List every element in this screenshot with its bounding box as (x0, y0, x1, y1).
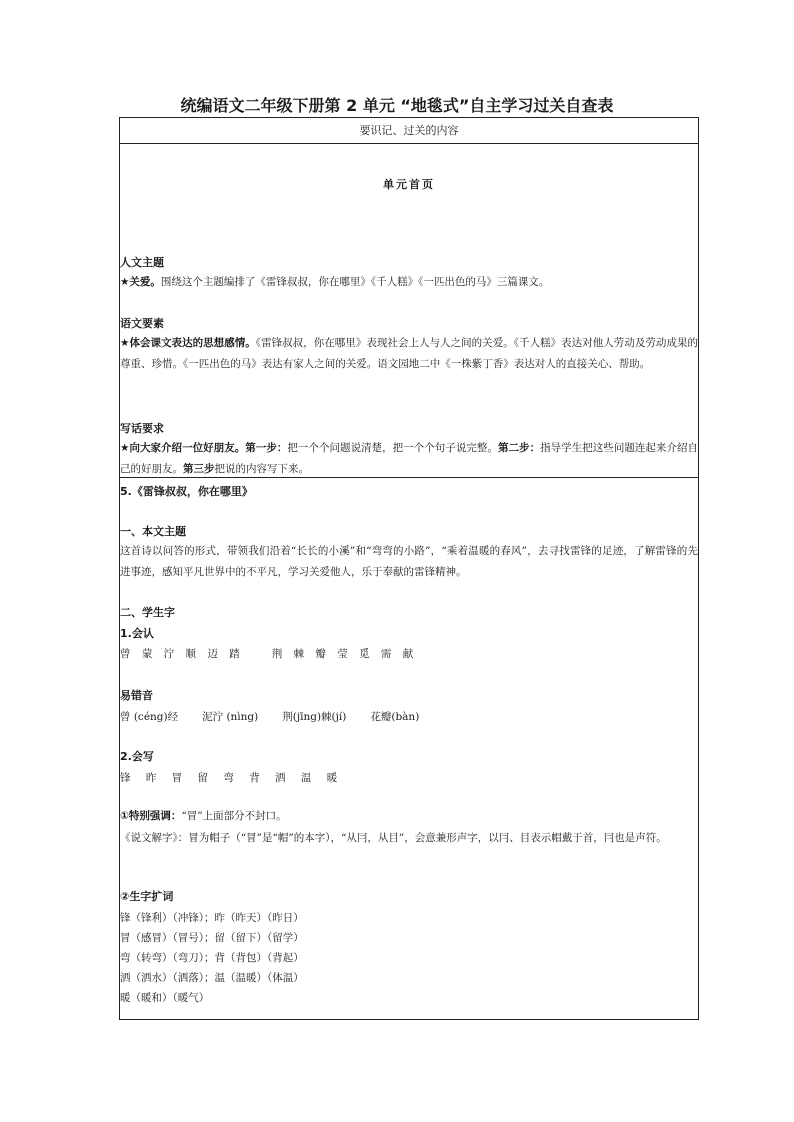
mispronounced-list (120, 707, 698, 727)
new-characters-label: 二、学生字 (120, 606, 175, 619)
mispron-item: 曾 (céng)经 (120, 711, 179, 723)
word-line: 锋（锋利）（冲锋）；昨（昨天）（昨日） (120, 912, 304, 924)
unit-section-title: 单元首页 (383, 178, 435, 191)
special-note-label: ①特别强调： (120, 810, 182, 822)
document-title: 统编语文二年级下册第 2 单元 “地毯式”自主学习过关自查表 (180, 96, 614, 115)
write-characters: 锋 昨 冒 留 弯 背 洒 温 暖 (120, 772, 344, 784)
word-expansion-label: ②生字扩词 (120, 890, 174, 903)
elements-keyword: ★体会课文表达的思想感情。 (120, 337, 256, 349)
word-expansion-list (120, 908, 698, 1008)
recognize-label: 1.会认 (120, 627, 154, 640)
shuowen-note: 《说文解字》：冒为帽子（“冒”是“帽”的本字），“从冃，从目”，会意兼形声字，以冃、目表示帽戴于首，冃也是声符。 (120, 832, 667, 844)
step-two-text: 指导学生把这些问题连起来介绍自己的好朋友。 (120, 442, 699, 475)
writing-requirement-text (120, 438, 698, 480)
word-line: 暖（暖和）（暖气） (120, 992, 210, 1004)
mispron-item: 泥泞 (nìng) (202, 711, 259, 723)
mispron-item: 花瓣(bàn) (370, 711, 420, 723)
step-three-label: 第三步 (183, 463, 215, 475)
elements-description: 《雷锋叔叔，你在哪里》表现社会上人与人之间的关爱。《千人糕》表达对他人劳动及劳动成果的尊重、珍惜。《一匹出色的马》表达有家人之间的关爱。语文园地二中《一株紫丁香》表达对人的直接关心、帮助。 (120, 337, 699, 370)
special-note (120, 806, 698, 827)
recognize-characters (120, 644, 698, 664)
writing-requirement-label: 写话要求 (120, 422, 164, 435)
humanistic-theme-text (120, 272, 698, 293)
recognize-group-a: 曾 蒙 泞 顺 迈 踏 (120, 648, 244, 660)
language-elements-text (120, 333, 698, 375)
self-check-table (119, 117, 699, 1020)
language-elements-label: 语文要素 (120, 317, 164, 330)
word-line: 弯（转弯）（弯刀）；背（背包）（背起） (120, 952, 304, 964)
lesson-title: 5.《雷锋叔叔，你在哪里》 (120, 485, 253, 498)
lesson-theme-text: 这首诗以问答的形式，带领我们沿着“长长的小溪”和“弯弯的小路”，“乘着温暖的春风”，去寻找雷锋的足迹，了解雷锋的先进事迹，感知平凡世界中的不平凡，学习关爱他人，乐于奉献的雷锋精神。 (120, 545, 698, 578)
humanistic-theme-label: 人文主题 (120, 256, 164, 269)
word-line: 冒（感冒）（冒号）；留（留下）（留学） (120, 932, 304, 944)
lesson-5-section (120, 478, 698, 1019)
word-line: 洒（洒水）（洒落）；温（温暖）（体温） (120, 972, 304, 984)
lesson-theme-label: 一、本文主题 (120, 525, 186, 538)
step-two-label: 第二步： (497, 442, 541, 454)
theme-description: 围绕这个主题编排了《雷锋叔叔，你在哪里》《千人糕》《一匹出色的马》三篇课文。 (160, 276, 550, 288)
mispronounced-label: 易错音 (120, 689, 153, 702)
mispron-item: 荆(jīng)棘(jí) (282, 711, 347, 723)
step-three-text: 把说的内容写下来。 (214, 463, 309, 475)
theme-keyword: ★关爱。 (120, 276, 161, 288)
step-one-text: 把一个个问题说清楚，把一个个句子说完整。 (287, 442, 498, 454)
write-label: 2.会写 (120, 750, 154, 763)
recognize-group-b: 荆 棘 瓣 莹 觅 需 献 (271, 648, 418, 660)
table-header: 要识记、过关的内容 (120, 118, 698, 144)
step-one-label: ★向大家介绍一位好朋友。第一步： (120, 442, 288, 454)
special-note-text: “冒”上面部分不封口。 (181, 810, 287, 822)
unit-homepage-section (120, 144, 698, 478)
